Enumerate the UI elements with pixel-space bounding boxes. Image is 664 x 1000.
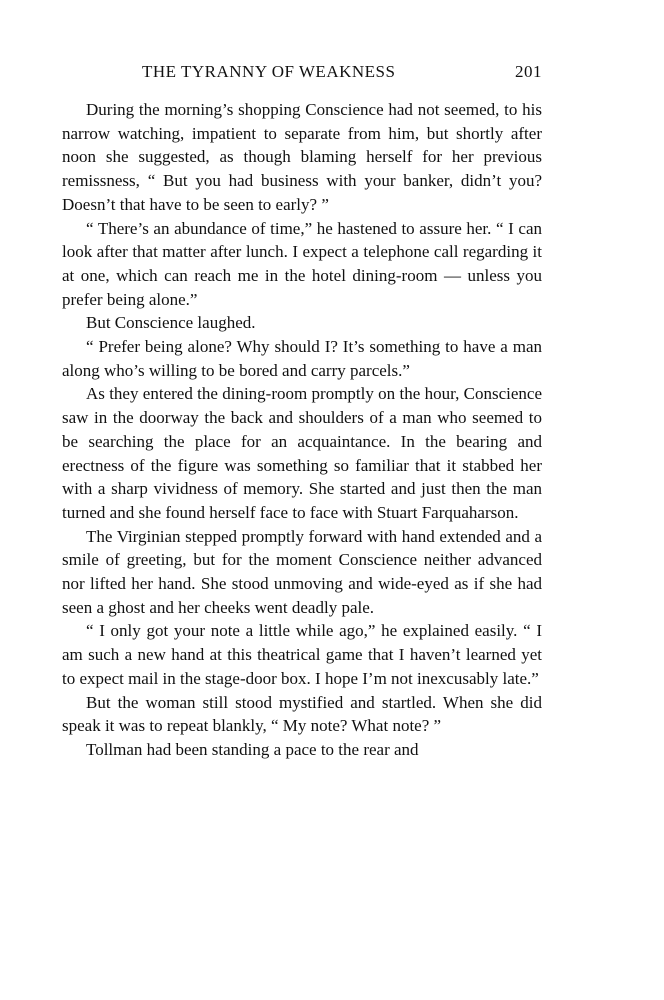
paragraph: But the woman still stood mystified and startled. When she did speak it was to repeat blankly, “ My note? What note? ” [62, 692, 542, 736]
paragraph: Tollman had been standing a pace to the rear and [86, 739, 419, 759]
body-text [62, 98, 542, 762]
paragraph: The Virginian stepped promptly forward with hand extended and a smile of greeting, but for the moment Conscience neither advanced nor lifted her hand. She stood unmoving and wide-eyed as if she had seen a ghost and her cheeks went deadly pale. [62, 526, 542, 617]
paragraph: “ I only got your note a little while ago,” he explained easily. “ I am such a new hand at this theatrical game that I haven’t learned yet to expect mail in the stage-door box. I hope I’m not inexcusably late.” [62, 621, 542, 688]
paragraph: “ There’s an abundance of time,” he hastened to assure her. “ I can look after that matter after lunch. I expect a telephone call regarding it at one, which can reach me in the hotel dining-room — unless you prefer being alone.” [62, 218, 542, 309]
paragraph: As they entered the dining-room promptly on the hour, Conscience saw in the doorway the back and shoulders of a man who seemed to be searching the place for an acquaintance. In the bearing and erectness of the figure was something so familiar that it stabbed her with a sharp vividness of memory. She started and just then the man turned and she found herself face to face with Stuart Farquaharson. [62, 384, 542, 522]
running-title: THE TYRANNY OF WEAKNESS [142, 62, 396, 81]
paragraph: During the morning’s shopping Conscience had not seemed, to his narrow watching, impatient to separate from him, but shortly after noon she suggested, as though blaming herself for her previous remissness, “ But you had business with your banker, didn’t you? Doesn’t that have to be seen to early? ” [62, 100, 542, 214]
paragraph: But Conscience laughed. [86, 313, 256, 333]
book-page [62, 0, 542, 762]
paragraph: “ Prefer being alone? Why should I? It’s something to have a man along who’s willing to be bored and carry parcels.” [62, 337, 542, 380]
page-header [62, 62, 542, 92]
page-number: 201 [515, 62, 542, 81]
